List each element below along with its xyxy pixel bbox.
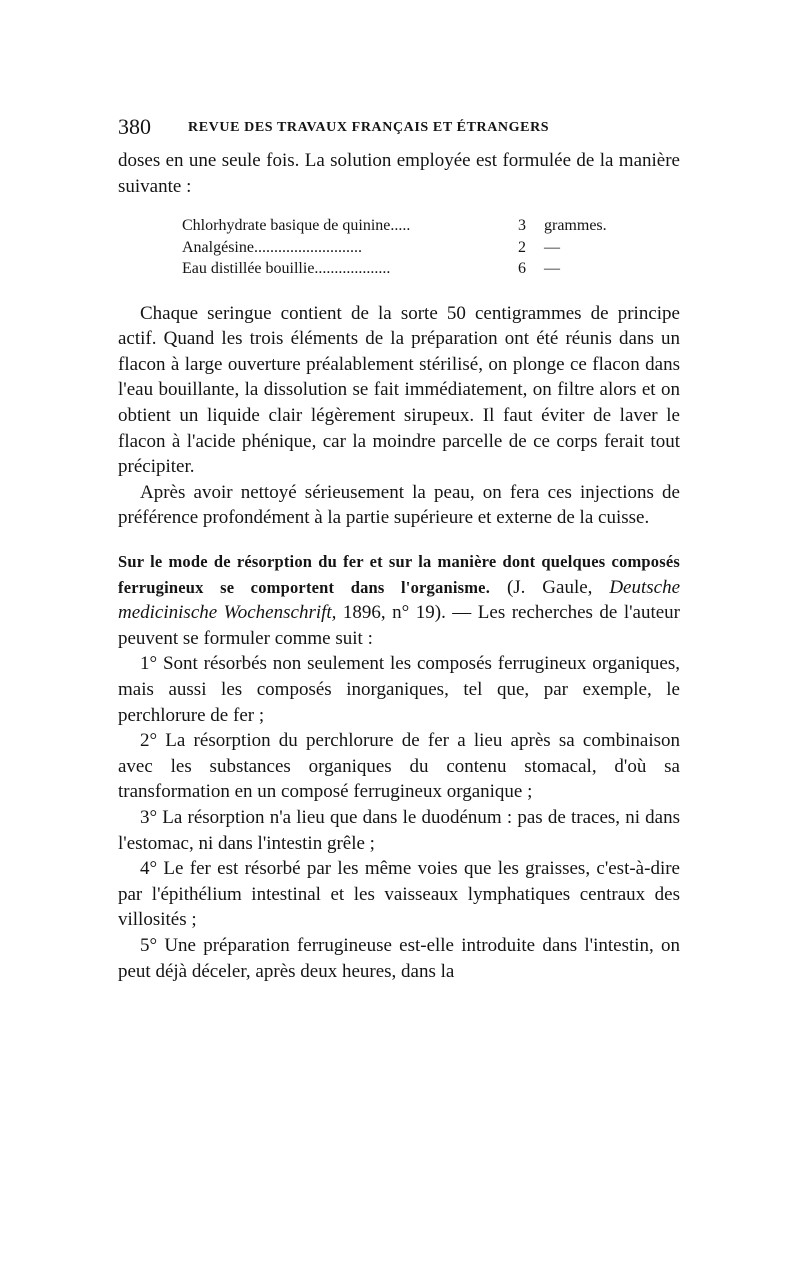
article-journal: Deutsche medicinische Wochenschrift,: [118, 576, 681, 624]
formula-ingredient: Chlorhydrate basique de quinine.....: [182, 217, 411, 235]
article-point-3: 3° La résorption n'a lieu que dans le duodénum : pas de traces, ni dans l'estomac, ni dans l'intestin grêle ;: [118, 806, 680, 854]
formula-row: [182, 258, 680, 280]
formula-ingredient: Eau distillée bouillie...................: [182, 260, 391, 278]
page-number: 380: [118, 114, 151, 139]
page-body: [118, 148, 680, 984]
formula-quantity: 6: [518, 260, 526, 278]
article-title: Sur le mode de résorption du fer et sur la manière dont quelques composés ferrugineux se comportent dans l'organisme.: [118, 552, 680, 597]
article-point-5: 5° Une préparation ferrugineuse est-elle introduite dans l'intestin, on peut déjà déceler, après deux heures, dans la: [118, 934, 680, 982]
running-header: [118, 114, 678, 144]
article-heading-paragraph: [118, 549, 680, 651]
injection-paragraph: Après avoir nettoyé sérieusement la peau, on fera ces injections de préférence profondément à la partie supérieure et externe de la cuisse.: [118, 481, 680, 529]
formula-quantity: 2: [518, 238, 526, 256]
formula-row: [182, 237, 680, 259]
intro-paragraph: doses en une seule fois. La solution employée est formulée de la manière suivante :: [118, 150, 680, 197]
running-title: REVUE DES TRAVAUX FRANÇAIS ET ÉTRANGERS: [188, 120, 550, 135]
syringe-paragraph: Chaque seringue contient de la sorte 50 centigrammes de principe actif. Quand les trois éléments de la préparation ont été réunis dans un flacon à large ouverture préalablement stérilisé, on plonge ce flacon dans l'eau bouillante, la dissolution se fait immédiatement, on filtre alors et on obtient un liquide clair légèrement sirupeux. Il faut éviter de laver le flacon à l'acide phénique, car la moindre parcelle de ce corps ferait tout précipiter.: [118, 302, 680, 478]
formula-unit: grammes.: [544, 217, 607, 235]
formula-quantity: 3: [518, 217, 526, 235]
article-section: [118, 549, 680, 984]
article-citation: 1896, n° 19). — Les recherches de l'auteur peuvent se formuler comme suit :: [118, 602, 680, 649]
article-point-4: 4° Le fer est résorbé par les même voies que les graisses, c'est-à-dire par l'épithélium intestinal et les vaisseaux lymphatiques centraux des villosités ;: [118, 858, 680, 931]
formula-ingredient: Analgésine...........................: [182, 238, 362, 256]
formula-unit: —: [544, 260, 560, 278]
article-point-2: 2° La résorption du perchlorure de fer a lieu après sa combinaison avec les substances organiques du contenu stomacal, d'où sa transformation en un composé ferrugineux organique ;: [118, 730, 680, 803]
formula-unit: —: [544, 238, 560, 256]
article-point-1: 1° Sont résorbés non seulement les composés ferrugineux organiques, mais aussi les composés inorganiques, tel que, par exemple, le perchlorure de fer ;: [118, 653, 680, 726]
formula-row: [182, 215, 680, 237]
article-author: (J. Gaule,: [506, 576, 593, 598]
formula-table: [182, 215, 680, 280]
